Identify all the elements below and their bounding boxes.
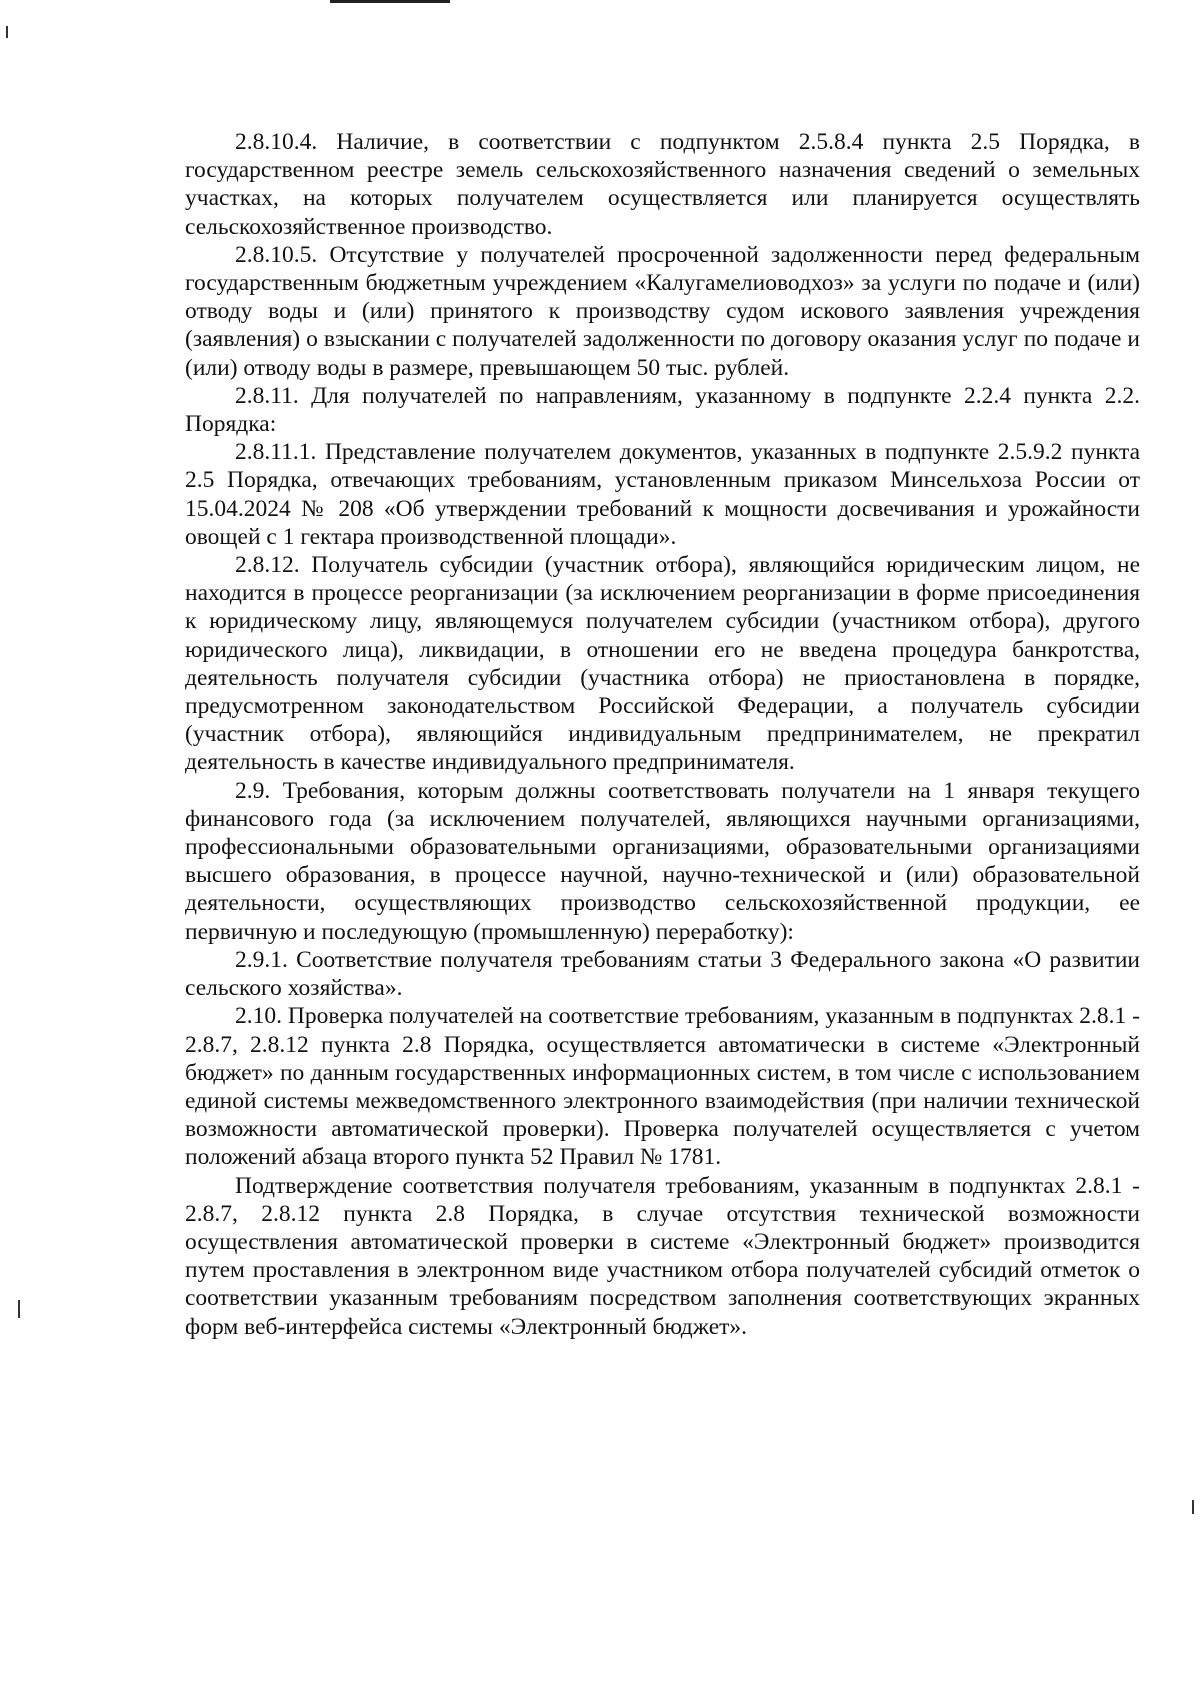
paragraph-confirmation: Подтверждение соответствия получателя требованиям, указанным в подпунктах 2.8.1 - 2.8.7, 2.8.12 пункта 2.8 Порядка, в случае отсутствия технической возможности осуществления автоматической проверки в системе «Электронный бюджет» производится путем проставления в электронном виде участником отбора получателей субсидий отметок о соответствии указанным требованиям посредством заполнения соответствующих экранных форм веб-интерфейса системы «Электронный бюджет». xyxy=(185,1172,1140,1340)
scan-artifact-mark xyxy=(1192,1500,1194,1514)
scan-artifact-mark xyxy=(6,26,8,38)
paragraph-2-8-10-4: 2.8.10.4. Наличие, в соответствии с подпунктом 2.5.8.4 пункта 2.5 Порядка, в государственном реестре земель сельскохозяйственного назначения сведений о земельных участках, на которых получателем осуществляется или планируется осуществлять сельскохозяйственное производство. xyxy=(185,129,1140,240)
paragraph-2-8-11-1: 2.8.11.1. Представление получателем документов, указанных в подпункте 2.5.9.2 пункта 2.5 Порядка, отвечающих требованиям, установленным приказом Минсельхоза России от 15.04.2024 № 208 «Об утверждении требований к мощности досвечивания и урожайности овощей с 1 гектара производственной площади». xyxy=(185,439,1140,550)
scan-artifact-mark xyxy=(18,1300,20,1318)
scan-artifact-line xyxy=(330,0,450,3)
paragraph-2-9-1: 2.9.1. Соответствие получателя требованиям статьи 3 Федерального закона «О развитии сельского хозяйства». xyxy=(185,946,1140,1002)
paragraph-2-8-12: 2.8.12. Получатель субсидии (участник отбора), являющийся юридическим лицом, не находится в процессе реорганизации (за исключением реорганизации в форме присоединения к юридическому лицу, являющемуся получателем субсидии (участником отбора), другого юридического лица), ликвидации, в отношении его не введена процедура банкротства, деятельность получателя субсидии (участника отбора) не приостановлена в порядке, предусмотренном законодательством Российской Федерации, а получатель субсидии (участник отбора), являющийся индивидуальным предпринимателем, не прекратил деятельность в качестве индивидуального предпринимателя. xyxy=(185,552,1140,776)
paragraph-2-9: 2.9. Требования, которым должны соответствовать получатели на 1 января текущего финансового года (за исключением получателей, являющихся научными организациями, профессиональными образовательными организациями, образовательными организациями высшего образования, в процессе научной, научно-технической и (или) образовательной деятельности, осуществляющих производство сельскохозяйственной продукции, ее первичную и последующую (промышленную) переработку): xyxy=(185,777,1140,945)
document-body xyxy=(185,128,1140,1341)
paragraph-2-8-11: 2.8.11. Для получателей по направлениям, указанному в подпункте 2.2.4 пункта 2.2. Порядка: xyxy=(185,382,1140,438)
paragraph-2-10: 2.10. Проверка получателей на соответствие требованиям, указанным в подпунктах 2.8.1 - 2.8.7, 2.8.12 пункта 2.8 Порядка, осуществляется автоматически в системе «Электронный бюджет» по данным государственных информационных систем, в том числе с использованием единой системы межведомственного электронного взаимодействия (при наличии технической возможности автоматической проверки). Проверка получателей осуществляется с учетом положений абзаца второго пункта 52 Правил № 1781. xyxy=(185,1003,1140,1171)
paragraph-2-8-10-5: 2.8.10.5. Отсутствие у получателей просроченной задолженности перед федеральным государственным бюджетным учреждением «Калугамелиоводхоз» за услуги по подаче и (или) отводу воды и (или) принятого к производству судом искового заявления учреждения (заявления) о взыскании с получателей задолженности по договору оказания услуг по подаче и (или) отводу воды в размере, превышающем 50 тыс. рублей. xyxy=(185,241,1140,381)
